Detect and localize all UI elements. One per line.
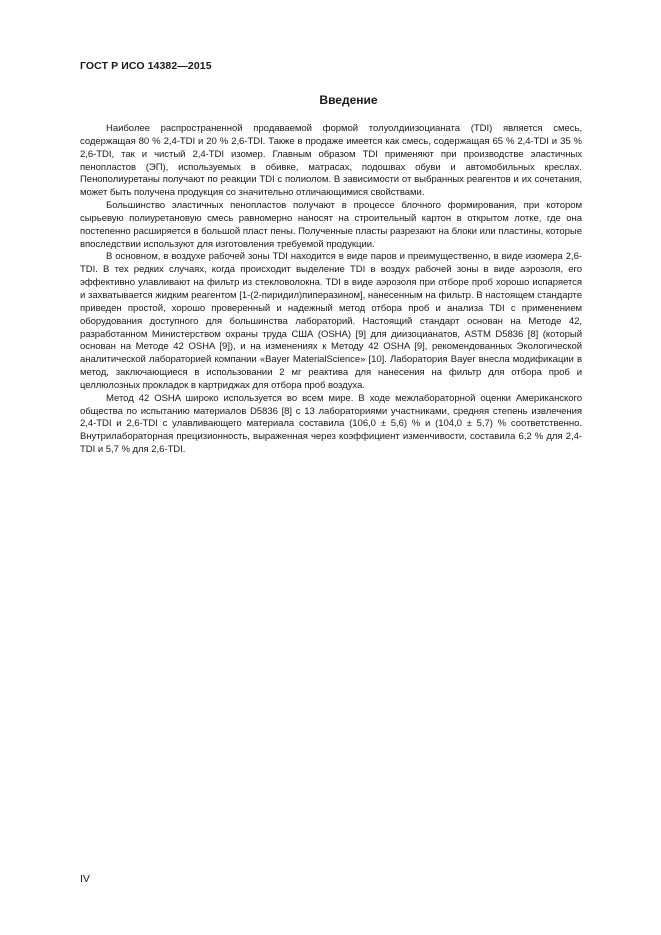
paragraph-1: Наиболее распространенной продаваемой формой толуолдиизоцианата (TDI) является смесь, содержащая 80 % 2,4-TDI и 20 % 2,6-TDI. Также в продаже имеется как смесь, содержащая 65 % 2,4-TDI и 35 % 2,6-TDI, так и чистый 2,4-TDI изомер. Главным образом TDI применяют при производстве эластичных пенопластов (ЭП), используемых в обивке, матрасах, подошвах обуви и автомобильных креслах. Пенополиуретаны получают по реакции TDI с полиолом. В зависимости от выбранных реагентов и их сочетания, может быть получена продукция со значительно отличающимися свойствами. (80, 123, 582, 199)
document-code: ГОСТ Р ИСО 14382—2015 (80, 60, 212, 72)
paragraph-4: Метод 42 OSHA широко используется во всем мире. В ходе межлабораторной оценки Американского общества по испытанию материалов D5836 [8] с 13 лабораториями участниками, средняя степень извлечения 2,4-TDI и 2,6-TDI с улавливающего материала составила (106,0 ± 5,6) % и (104,0 ± 5,7) % соответственно. Внутрилабораторная прецизионность, выраженная через коэффициент изменчивости, составила 6,2 % для 2,4-TDI и 5,7 % для 2,6-TDI. (80, 392, 582, 456)
paragraph-2: Большинство эластичных пенопластов получают в процессе блочного формирования, при котором сырьевую полиуретановую смесь равномерно наносят на строительный картон в открытом лотке, где она постепенно расширяется в большой пласт пены. Полученные пласты разрезают на блоки или пластины, которые впоследствии используют для изготовления требуемой продукции. (80, 200, 582, 250)
page-number: IV (80, 873, 90, 885)
paragraph-3: В основном, в воздухе рабочей зоны TDI находится в виде паров и преимущественно, в виде изомера 2,6-TDI. В тех редких случаях, когда происходит выделение TDI в воздух рабочей зоны в виде аэрозоля, его эффективно улавливают на фильтр из стекловолокна. TDI в виде аэрозоля при отборе проб хорошо испаряется и захватывается жидким реагентом [1-(2-пиридил)пиперазином], нанесенным на фильтр. В настоящем стандарте приведен простой, хорошо проверенный и надежный метод отбора проб и анализа TDI с применением оборудования доступного для большинства лабораторий. Настоящий стандарт основан на Методе 42, разработанном Министерством охраны труда США (OSHA) [9] для диизоцианатов, ASTM D5836 [8] (который основан на Методе 42 OSHA [9]), и на изменениях к Методу 42 OSHA [9], рекомендованных Экологической аналитической лабораторией компании «Bayer MaterialScience» [10]. Лаборатория Bayer внесла модификации в метод, заключающиеся в использовании 2 мг реактива для нанесения на фильтр для отбора проб и целлюлозных прокладок в картриджах для отбора проб воздуха. (80, 251, 582, 391)
section-title: Введение (319, 93, 378, 107)
body-text (80, 123, 582, 457)
